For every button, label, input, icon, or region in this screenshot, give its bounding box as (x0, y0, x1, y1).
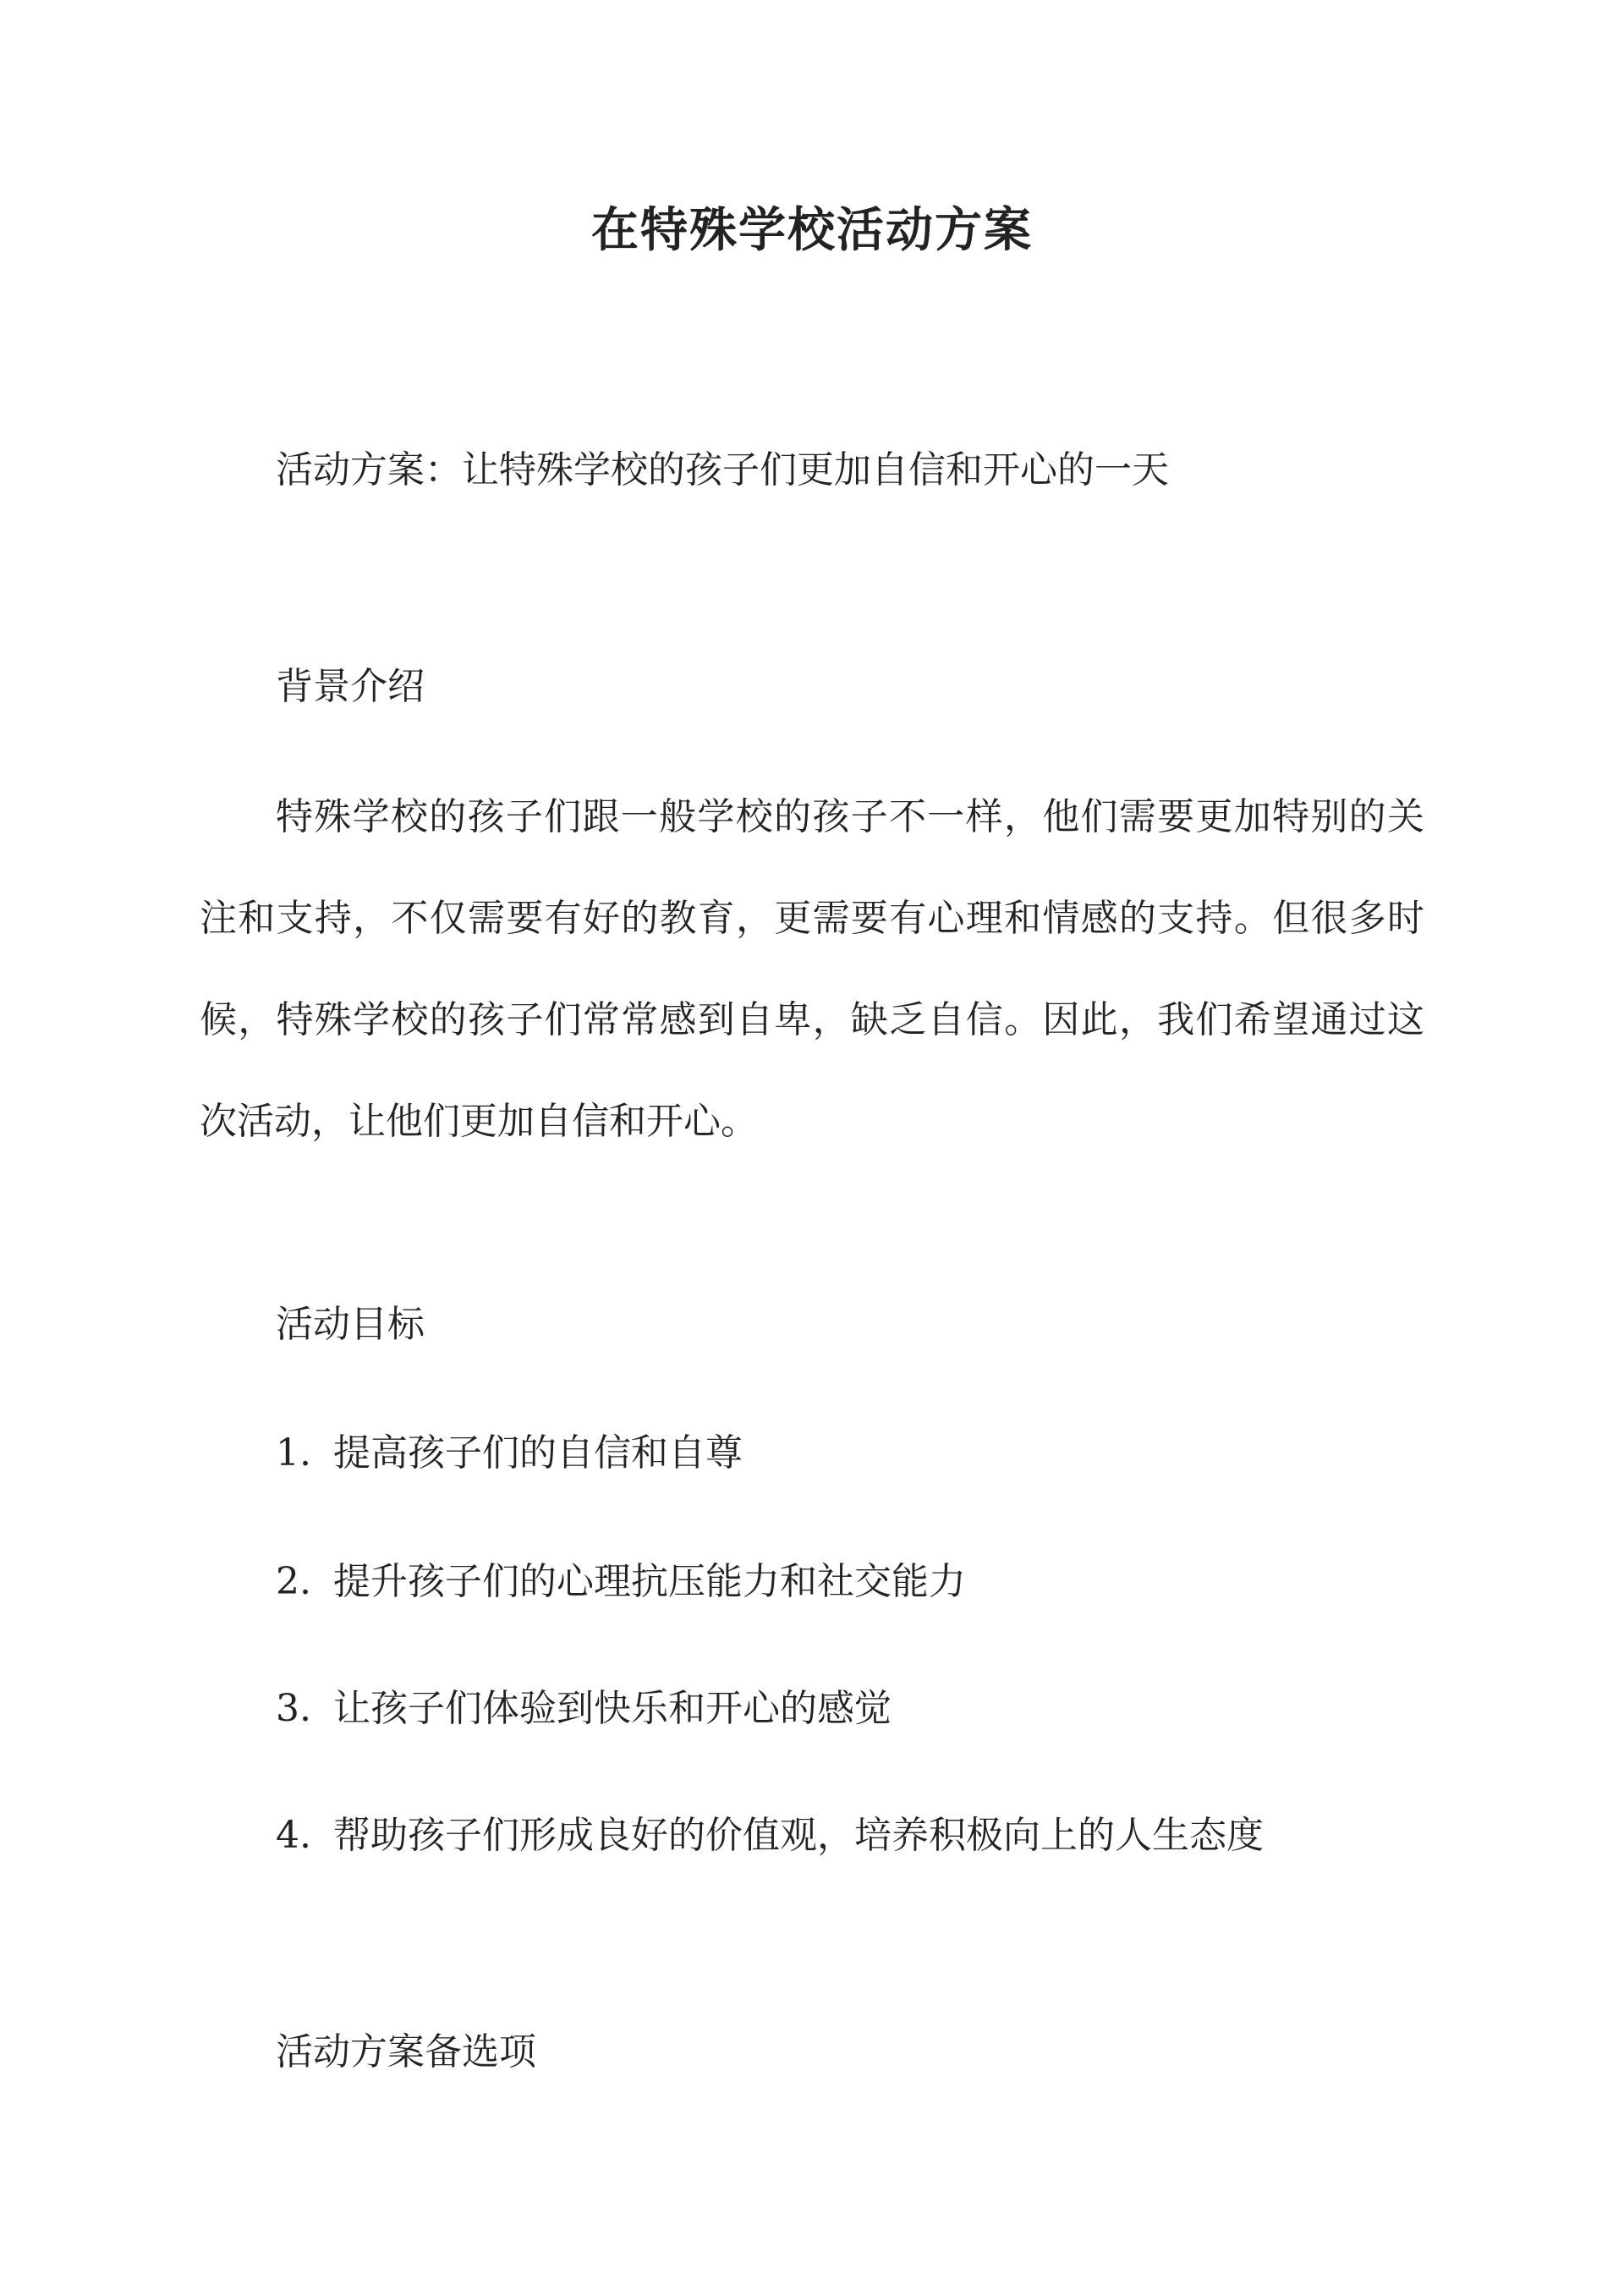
options-heading: 活动方案备选项 (276, 2030, 536, 2074)
background-paragraph: 特殊学校的孩子们跟一般学校的孩子不一样，他们需要更加特别的关注和支持，不仅需要有好的教育，更需要有心理和情感的支持。但很多时候，特殊学校的孩子们常常感到自卑，缺乏自信。因此，我们希望通过这次活动，让他们更加自信和开心。 (200, 795, 1424, 1143)
goal-item-number: 4. (276, 1814, 311, 1857)
goal-item-number: 2. (276, 1560, 311, 1603)
goal-item (276, 1684, 892, 1734)
goal-item (276, 1557, 966, 1607)
goal-item (276, 1810, 1264, 1861)
goal-item-text: 让孩子们体验到快乐和开心的感觉 (333, 1687, 892, 1730)
goal-item (276, 1428, 743, 1479)
document-subtitle: 活动方案：让特殊学校的孩子们更加自信和开心的一天 (276, 448, 1169, 492)
goal-item-text: 提升孩子们的心理抗压能力和社交能力 (333, 1560, 966, 1603)
document-title: 在特殊学校活动方案 (591, 202, 1033, 258)
goal-item-number: 3. (276, 1687, 311, 1730)
goal-item-text: 提高孩子们的自信和自尊 (333, 1431, 743, 1475)
goal-item-number: 1. (276, 1431, 311, 1475)
background-heading: 背景介绍 (276, 665, 425, 708)
goals-heading: 活动目标 (276, 1303, 425, 1346)
goal-item-text: 帮助孩子们形成良好的价值观，培养积极向上的人生态度 (333, 1814, 1264, 1857)
